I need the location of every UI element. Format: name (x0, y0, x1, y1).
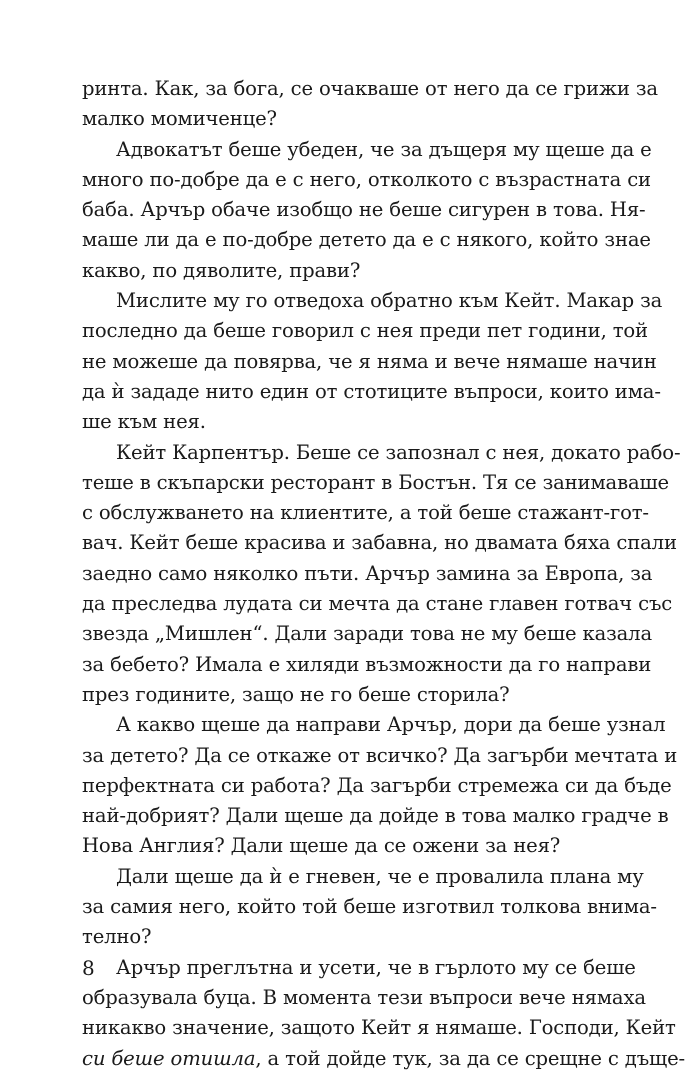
text-line: за бебето? Имала е хиляди възможности да го направи (82, 652, 652, 676)
emphasized-text: си беше отишла (82, 1046, 256, 1070)
page-number: 8 (82, 956, 95, 980)
text-line: малко момиченце? (82, 107, 277, 131)
text-line: образувала буца. В момента тези въпроси вече нямаха (82, 985, 646, 1009)
text-line: последно да беше говорил с нея преди пет години, той (82, 319, 648, 343)
text-line: теше в скъпарски ресторант в Бостън. Тя се занимаваше (82, 470, 669, 494)
text-line: звезда „Мишлен“. Дали заради това не му беше казала (82, 622, 652, 646)
text-line: много по-добре да е с него, отколкото с възрастната си (82, 167, 651, 191)
text-line: баба. Арчър обаче изобщо не беше сигурен в това. Ня- (82, 198, 646, 222)
text-line: да преследва лудата си мечта да стане главен готвач със (82, 592, 673, 616)
text-line: Адвокатът беше убеден, че за дъщеря му щеше да е (116, 137, 652, 161)
text-line: през годините, защо не го беше сторила? (82, 682, 510, 706)
paragraph (82, 438, 681, 711)
text-line: перфектната си работа? Да загърби стремежа си да бъде (82, 773, 672, 797)
text-line: Дали щеше да ѝ е гневен, че е провалила плана му (116, 864, 644, 888)
paragraph (82, 135, 652, 286)
paragraph (82, 953, 685, 1074)
text-line: маше ли да е по-добре детето да е с някого, който знае (82, 228, 651, 252)
text-line: А какво щеше да направи Арчър, дори да беше узнал (116, 713, 666, 737)
paragraph (82, 286, 663, 437)
text-line: Нова Англия? Дали щеше да се ожени за нея? (82, 834, 561, 858)
text-line: за самия него, който той беше изготвил толкова внима- (82, 895, 657, 919)
text-line: Кейт Карпентър. Беше се запознал с нея, докато рабо- (116, 440, 681, 464)
text-line: ше към нея. (82, 410, 206, 434)
text-line: да ѝ зададе нито един от стотиците въпроси, които има- (82, 379, 661, 403)
text-span: , а той дойде тук, за да се срещне с дъще- (255, 1046, 685, 1070)
text-line: вач. Кейт беше красива и забавна, но двамата бяха спали (82, 531, 677, 555)
text-line: никакво значение, защото Кейт я нямаше. Господи, Кейт (82, 1016, 676, 1040)
text-line: за детето? Да се откаже от всичко? Да загърби мечтата и (82, 743, 678, 767)
text-line: заедно само няколко пъти. Арчър замина за Европа, за (82, 561, 653, 585)
paragraph (82, 710, 678, 861)
text-line (82, 1044, 685, 1074)
text-line: какво, по дяволите, прави? (82, 258, 361, 282)
book-page-text (82, 74, 685, 1074)
text-line: Мислите му го отведоха обратно към Кейт. Макар за (116, 289, 663, 313)
paragraph (82, 74, 658, 135)
text-line: с обслужването на клиентите, а той беше стажант-гот- (82, 501, 649, 525)
text-line: ринта. Как, за бога, се очакваше от него да се грижи за (82, 77, 658, 100)
text-line: най-добрият? Дали щеше да дойде в това малко градче в (82, 804, 669, 828)
text-line: телно? (82, 925, 152, 949)
text-line: Арчър преглътна и усети, че в гърлото му се беше (116, 955, 636, 979)
paragraph (82, 862, 657, 953)
text-line: не можеше да повярва, че я няма и вече нямаше начин (82, 349, 657, 373)
